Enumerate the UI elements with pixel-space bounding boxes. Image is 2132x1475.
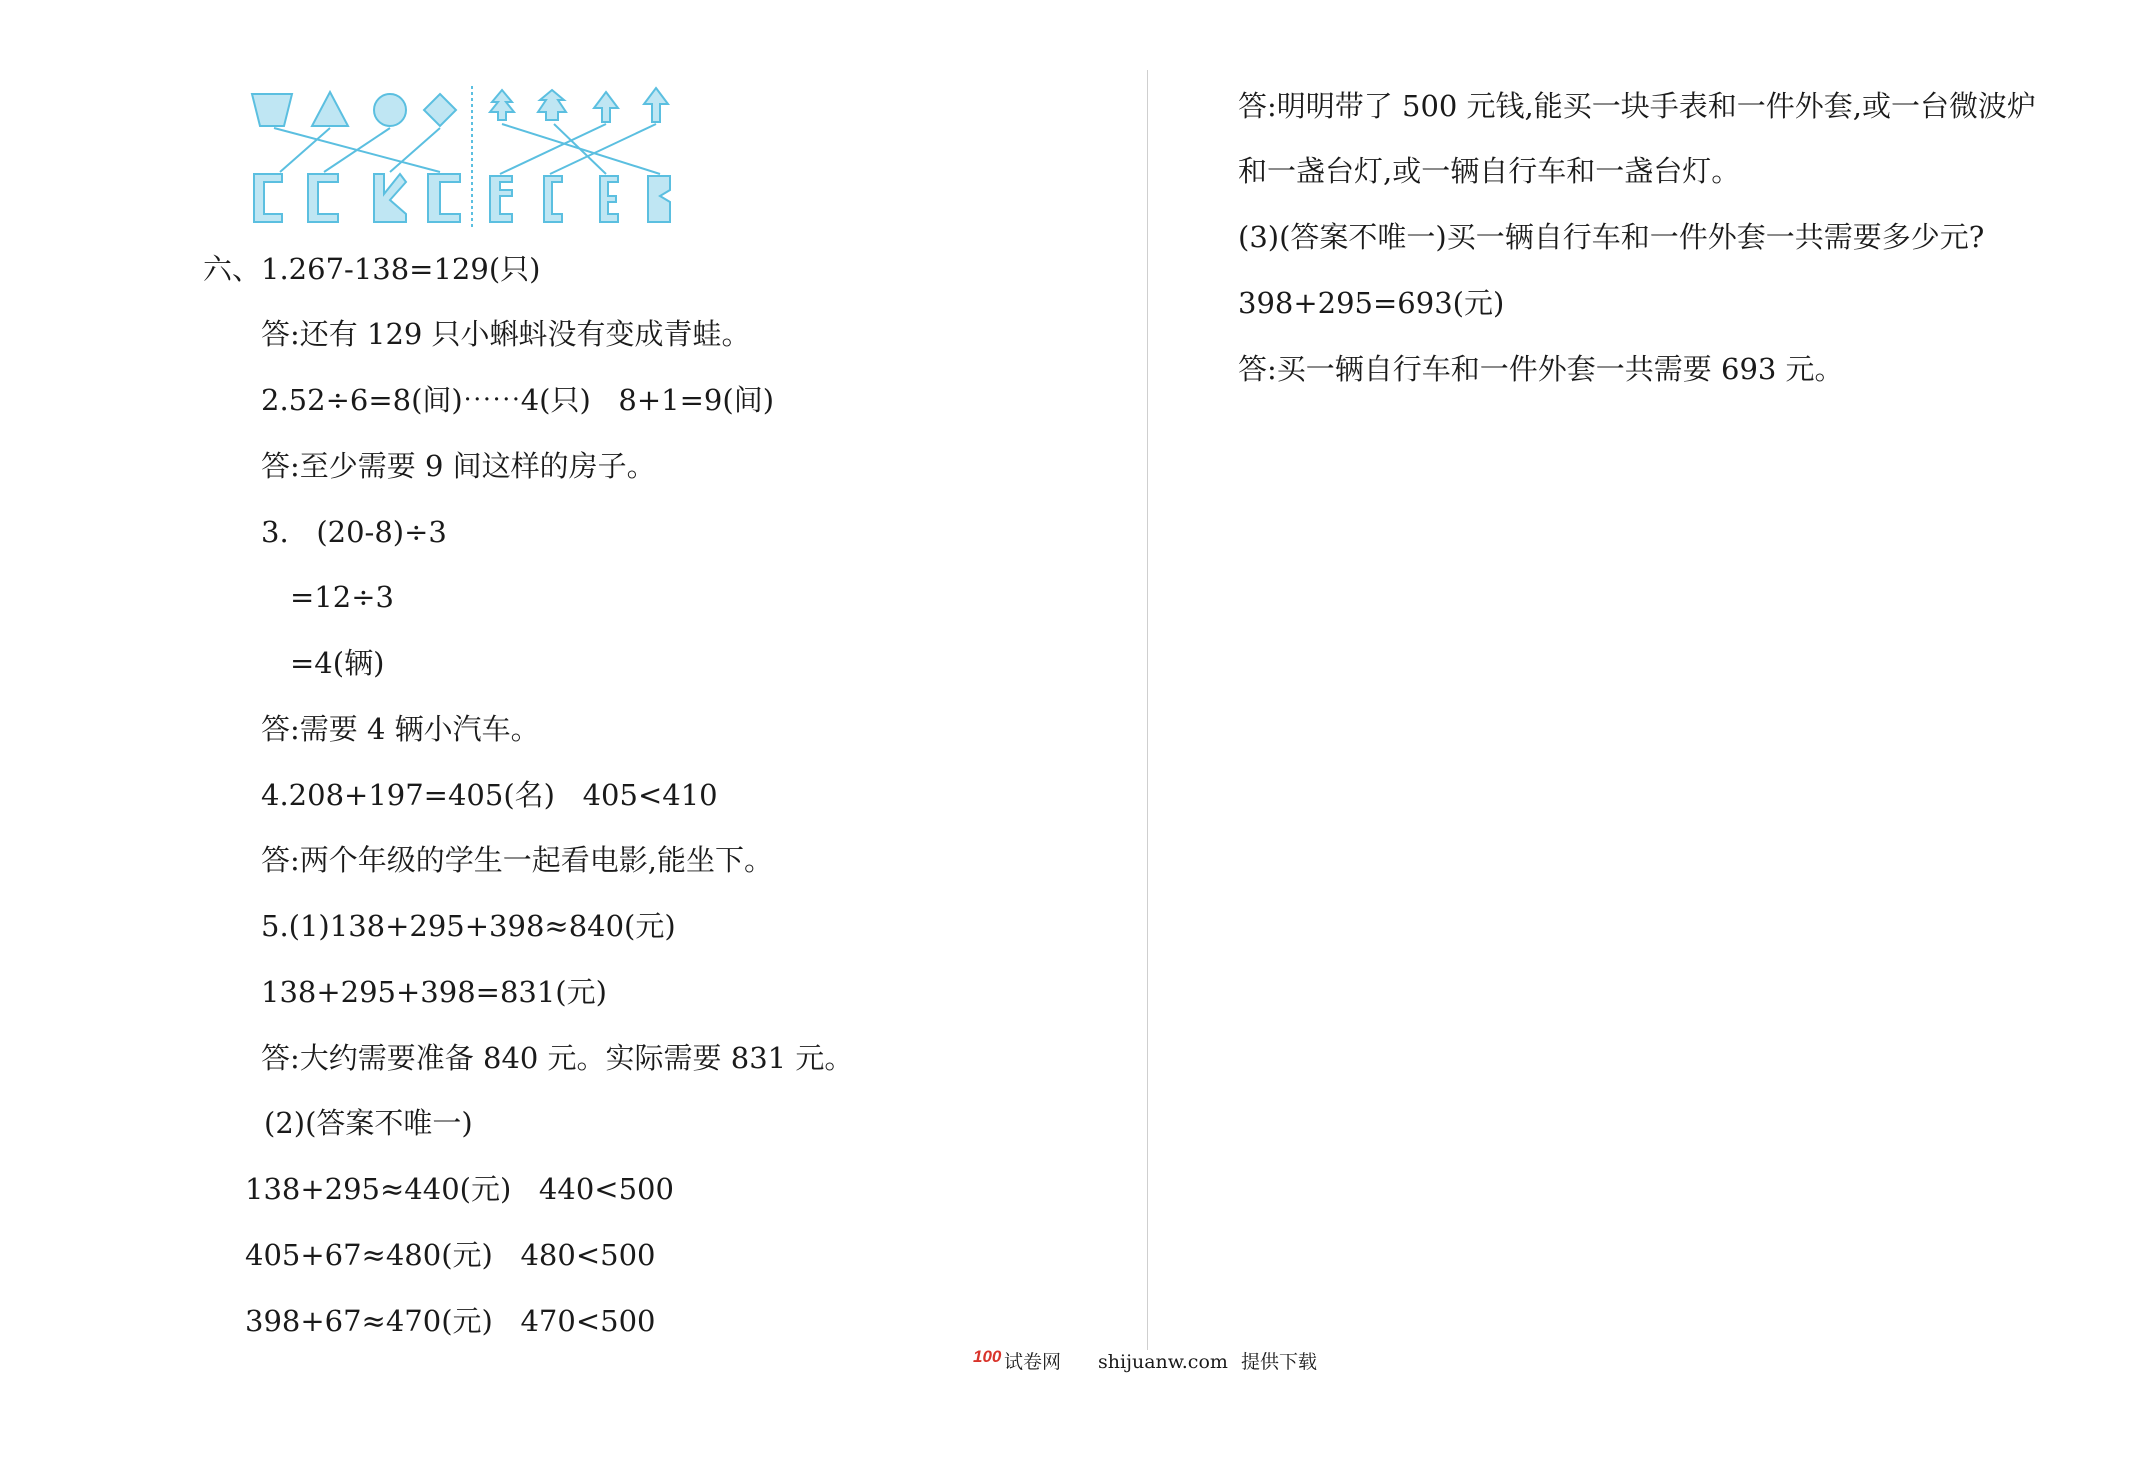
problem-line-2: 2.52÷6=8(间)⋯⋯4(只) 8+1=9(间) <box>261 383 775 417</box>
bracket-shape-3 <box>374 174 406 222</box>
calc-line-5-2a: 138+295≈440(元) 440<500 <box>245 1172 674 1206</box>
small-bracket-3 <box>600 176 618 222</box>
answer-line-5-2-cont: 和一盏台灯,或一辆自行车和一盏台灯。 <box>1238 154 1741 188</box>
circle-shape <box>374 94 406 126</box>
calc-line-5-1: 138+295+398=831(元) <box>261 975 607 1009</box>
site-logo: 100 <box>973 1347 1002 1366</box>
step-line-3b: =4(辆) <box>290 646 385 680</box>
bracket-shape-4 <box>428 174 460 222</box>
answer-line-4: 答:两个年级的学生一起看电影,能坐下。 <box>261 843 773 877</box>
problem-line-3: 3. (20-8)÷3 <box>261 515 447 549</box>
small-bracket-4 <box>648 176 670 222</box>
problem-line-4: 4.208+197=405(名) 405<410 <box>261 778 718 812</box>
problem-line-5-2: (2)(答案不唯一) <box>264 1106 473 1140</box>
matching-figure <box>250 86 680 228</box>
answer-line-1: 答:还有 129 只小蝌蚪没有变成青蛙。 <box>261 317 751 351</box>
answer-line-5-1: 答:大约需要准备 840 元。实际需要 831 元。 <box>261 1041 854 1075</box>
diamond-shape <box>424 94 456 126</box>
step-line-3a: =12÷3 <box>290 580 394 614</box>
trapezoid-shape <box>252 94 292 126</box>
calc-line-5-2b: 405+67≈480(元) 480<500 <box>245 1238 656 1272</box>
answer-line-3: 答:需要 4 辆小汽车。 <box>261 712 540 746</box>
calc-line-5-3: 398+295=693(元) <box>1238 286 1505 320</box>
column-divider <box>1147 70 1148 1350</box>
section-heading-six: 六、1.267-138=129(只) <box>203 252 541 286</box>
footer-url[interactable]: shijuanw.com <box>1098 1351 1228 1373</box>
tree-icon-2 <box>538 90 566 120</box>
answer-line-5-3: 答:买一辆自行车和一件外套一共需要 693 元。 <box>1238 352 1844 386</box>
triangle-shape <box>312 92 348 126</box>
bracket-shape-1 <box>254 174 282 222</box>
bracket-shape-2 <box>308 174 338 222</box>
footer-note: 提供下载 <box>1241 1351 1318 1373</box>
small-bracket-2 <box>544 176 562 222</box>
arrow-icon-2 <box>644 88 668 122</box>
tree-icon-1 <box>490 90 514 120</box>
problem-line-5-1: 5.(1)138+295+398≈840(元) <box>261 909 676 943</box>
small-bracket-1 <box>490 176 512 222</box>
answer-line-5-2: 答:明明带了 500 元钱,能买一块手表和一件外套,或一台微波炉 <box>1238 89 2036 123</box>
footer-site-name: 试卷网 <box>1004 1351 1062 1373</box>
arrow-icon-1 <box>594 92 618 122</box>
problem-line-5-3: (3)(答案不唯一)买一辆自行车和一件外套一共需要多少元? <box>1238 220 1985 254</box>
calc-line-5-2c: 398+67≈470(元) 470<500 <box>245 1304 656 1338</box>
answer-line-2: 答:至少需要 9 间这样的房子。 <box>261 449 656 483</box>
